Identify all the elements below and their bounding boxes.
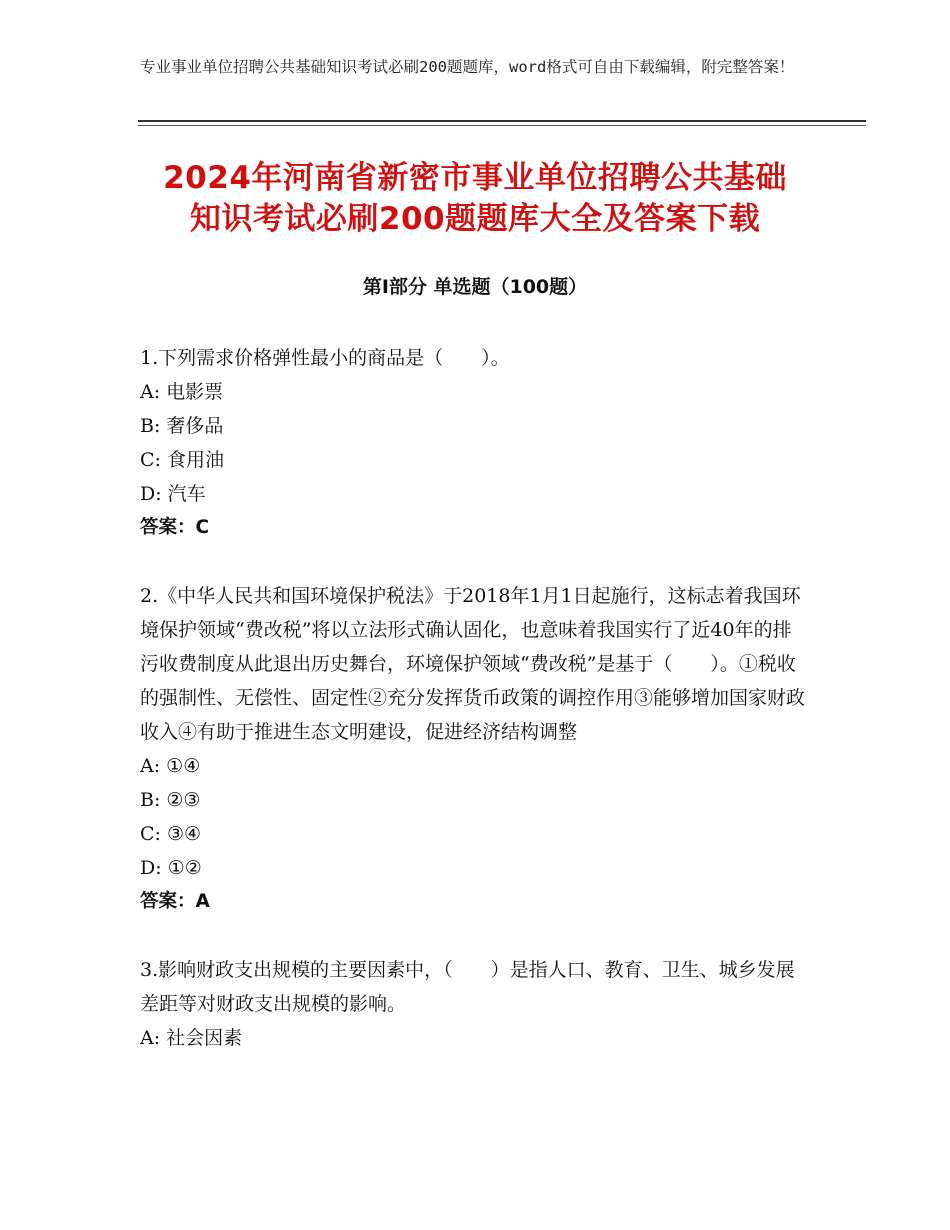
question-2 — [140, 579, 805, 919]
question-1 — [140, 341, 805, 545]
header-divider-thin — [138, 125, 866, 126]
option-c: C: 食用油 — [140, 449, 224, 471]
option-b: B: ②③ — [140, 789, 201, 811]
question-stem: 1.下列需求价格弹性最小的商品是（ ）。 — [140, 347, 510, 369]
question-stem: 2.《中华人民共和国环境保护税法》于2018年1月1日起施行，这标志着我国环境保护领域“费改税”将以立法形式确认固化，也意味着我国实行了近40年的排污收费制度从此退出历史舞台，环境保护领域“费改税”是基于（ ）。①税收的强制性、无偿性、固定性②充分发挥货币政策的调控作用③能够增加国家财政收入④有助于推进生态文明建设，促进经济结构调整 — [140, 585, 806, 743]
document-title — [100, 158, 850, 240]
option-c: C: ③④ — [140, 823, 202, 845]
option-d: D: 汽车 — [140, 483, 206, 505]
section-heading: 第Ⅰ部分 单选题（100题） — [362, 276, 588, 298]
option-a: A: ①④ — [140, 755, 201, 777]
title-line-2: 知识考试必刷200题题库大全及答案下载 — [189, 201, 761, 237]
header-divider — [138, 120, 866, 122]
option-a: A: 电影票 — [140, 381, 224, 403]
header-note: 专业事业单位招聘公共基础知识考试必刷200题题库，word格式可自由下载编辑，附完整答案！ — [140, 58, 795, 76]
option-b: B: 奢侈品 — [140, 415, 224, 437]
option-a: A: 社会因素 — [140, 1027, 243, 1049]
question-list — [140, 341, 805, 1089]
option-d: D: ①② — [140, 857, 202, 879]
answer: 答案：C — [140, 517, 210, 538]
title-line-1: 2024年河南省新密市事业单位招聘公共基础 — [163, 160, 787, 196]
question-3 — [140, 953, 805, 1055]
question-stem: 3.影响财政支出规模的主要因素中，（ ）是指人口、教育、卫生、城乡发展差距等对财政支出规模的影响。 — [140, 959, 795, 1015]
answer: 答案：A — [140, 891, 210, 912]
